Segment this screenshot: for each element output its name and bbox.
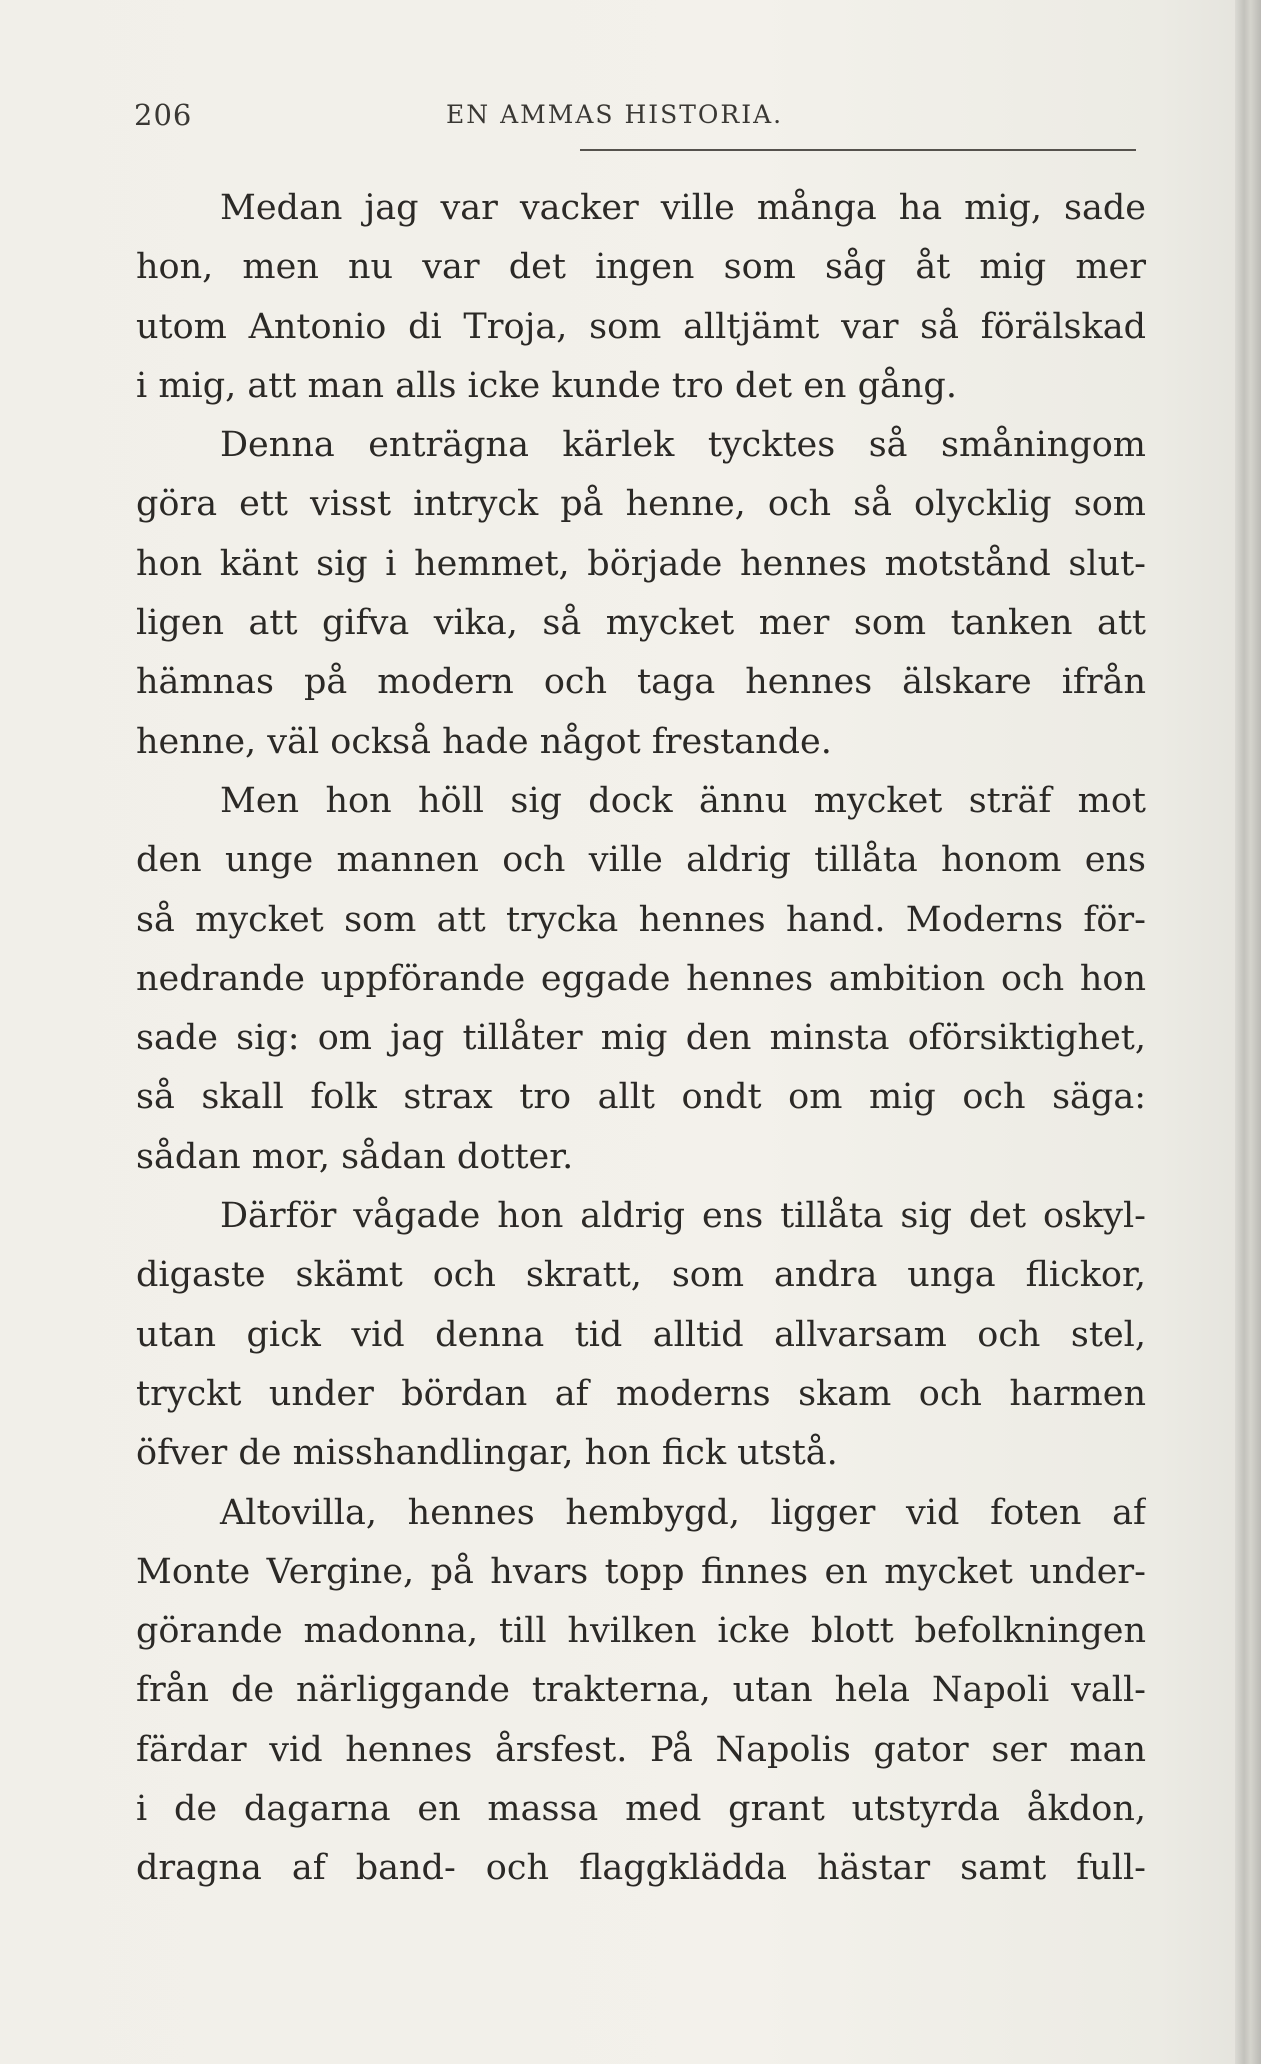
text-line: hon, men nu var det ingen som såg åt mig mer bbox=[136, 247, 1146, 288]
text-line: hon känt sig i hemmet, började hennes motstånd slut- bbox=[136, 543, 1146, 584]
text-line: öfver de misshandlingar, hon fick utstå. bbox=[136, 1433, 838, 1474]
text-line: utan gick vid denna tid alltid allvarsam och stel, bbox=[136, 1314, 1146, 1355]
page-number: 206 bbox=[134, 98, 193, 132]
text-line: sade sig: om jag tillåter mig den minsta oförsiktighet, bbox=[136, 1018, 1146, 1059]
text-line: görande madonna, till hvilken icke blott befolkningen bbox=[136, 1611, 1146, 1652]
text-line: Monte Vergine, på hvars topp finnes en mycket under- bbox=[136, 1551, 1146, 1592]
text-line: ligen att gifva vika, så mycket mer som tanken att bbox=[136, 603, 1146, 644]
text-line: Altovilla, hennes hembygd, ligger vid foten af bbox=[220, 1492, 1146, 1533]
text-line: digaste skämt och skratt, som andra unga flickor, bbox=[136, 1255, 1146, 1296]
text-line: så mycket som att trycka hennes hand. Moderns för- bbox=[136, 899, 1146, 940]
text-line: Medan jag var vacker ville många ha mig, sade bbox=[220, 188, 1146, 228]
text-line: tryckt under bördan af moderns skam och harmen bbox=[136, 1373, 1146, 1414]
text-line: den unge mannen och ville aldrig tillåta honom ens bbox=[136, 840, 1146, 881]
page-header bbox=[134, 98, 1134, 142]
header-rule bbox=[580, 149, 1136, 151]
body-text bbox=[136, 179, 1146, 1899]
text-line: Därför vågade hon aldrig ens tillåta sig det oskyl- bbox=[220, 1196, 1146, 1237]
text-line: hämnas på modern och taga hennes älskare ifrån bbox=[136, 662, 1146, 703]
text-line: i de dagarna en massa med grant utstyrda åkdon, bbox=[136, 1789, 1146, 1830]
text-line: henne, väl också hade något frestande. bbox=[136, 721, 832, 762]
text-line: färdar vid hennes årsfest. På Napolis gator ser man bbox=[136, 1729, 1146, 1770]
text-line: Denna enträgna kärlek tycktes så småningom bbox=[220, 425, 1146, 466]
text-line: i mig, att man alls icke kunde tro det en gång. bbox=[136, 365, 957, 406]
page-edge bbox=[1235, 0, 1261, 2064]
text-line: Men hon höll sig dock ännu mycket sträf mot bbox=[220, 780, 1146, 821]
text-line: så skall folk strax tro allt ondt om mig och säga: bbox=[136, 1077, 1146, 1118]
text-line: från de närliggande trakterna, utan hela Napoli vall- bbox=[136, 1670, 1146, 1711]
text-line: utom Antonio di Troja, som alltjämt var så förälskad bbox=[136, 306, 1146, 347]
text-line: nedrande uppförande eggade hennes ambition och hon bbox=[136, 958, 1146, 999]
text-line: sådan mor, sådan dotter. bbox=[136, 1136, 574, 1177]
text-line: göra ett visst intryck på henne, och så olycklig som bbox=[136, 484, 1146, 525]
running-title: EN AMMAS HISTORIA. bbox=[446, 100, 784, 129]
text-line: dragna af band- och flaggklädda hästar samt full- bbox=[136, 1848, 1146, 1889]
